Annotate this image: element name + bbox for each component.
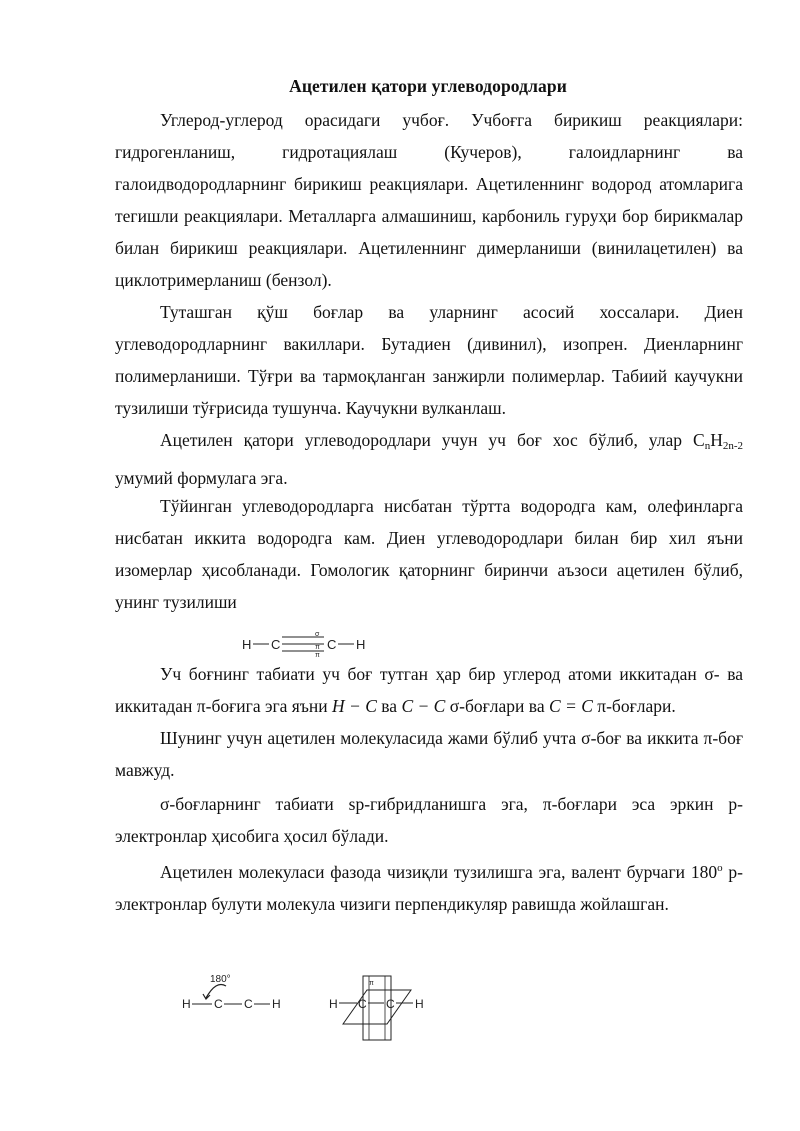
paragraph-4-text: Тўйинган углеводородларга нисбатан тўртта водородга кам, олефинларга нисбатан иккита водородга кам. Диен углеводородлари билан бир хил яъни изомерлар ҳисобланади. Гомологик қаторнинг биринчи аъзоси ацетилен бўлиб, унинг тузилиши bbox=[115, 496, 743, 612]
fig-left-c1: C bbox=[214, 997, 223, 1011]
fig-right-h1: H bbox=[329, 997, 338, 1011]
fig-left-h1: H bbox=[182, 997, 191, 1011]
formula-h-right: H bbox=[356, 637, 366, 652]
paragraph-5 bbox=[115, 658, 743, 722]
paragraph-3 bbox=[115, 424, 743, 494]
page-title: Ацетилен қатори углеводородлари bbox=[289, 76, 567, 96]
paragraph-8-b: p-электронлар булути молекула чизиги перпендикуляр равишда жойлашган. bbox=[115, 862, 744, 914]
degree-superscript: o bbox=[717, 862, 723, 874]
formula-subscript-2n-2: 2n-2 bbox=[722, 440, 743, 452]
paragraph-6 bbox=[115, 722, 743, 786]
formula-c-left: C bbox=[271, 637, 281, 652]
paragraph-5-a: Уч боғнинг табиати уч боғ тутган ҳар бир углерод атоми иккитадан σ- ва иккитадан π-боғига эга яъни bbox=[115, 664, 743, 716]
acetylene-p-orbital-figure bbox=[325, 968, 435, 1043]
formula-subscript-n: n bbox=[704, 440, 711, 452]
paragraph-7-text: σ-боғларнинг табиати sp-гибридланишга эга, π-боғлари эса эркин p-электронлар ҳисобига ҳосил бўлади. bbox=[115, 794, 743, 846]
acetylene-linear-angle-figure bbox=[176, 968, 296, 1018]
formula-c-c: C − C bbox=[401, 696, 446, 716]
paragraph-2-text: Туташган қўш боғлар ва уларнинг асосий хоссалари. Диен углеводородларнинг вакиллари. Бутадиен (дивинил), изопрен. Диенларнинг полимерланиши. Тўғри ва тармоқланган занжирли полимерлар. Табиий каучукни тузилиши тўғрисида тушунча. Каучукни вулканлаш. bbox=[115, 302, 743, 418]
orbital-plane-horizontal bbox=[343, 990, 411, 1024]
paragraph-1-text: Углерод-углерод орасидаги учбоғ. Учбоғга бирикиш реакциялари: гидрогенланиш, гидротациялаш (Кучеров), галоидларнинг ва галоидводородларнинг бирикиш реакциялари. Ацетиленнинг водород атомларига тегишли реакциялари. Металларга алмашиниш, карбониль гуруҳи бор бирикмалар билан бирикиш реакциялари. Ацетиленнинг димерланиши (винилацетилен) ва циклотримерланиш (бензол). bbox=[115, 110, 743, 290]
fig-right-c1: C bbox=[358, 997, 367, 1011]
sigma-label: σ bbox=[315, 631, 320, 638]
formula-c-eq-c: C = C bbox=[548, 696, 593, 716]
fig-right-c2: C bbox=[386, 997, 395, 1011]
paragraph-2 bbox=[115, 296, 743, 424]
acetylene-triple-bond-formula bbox=[238, 628, 378, 658]
paragraph-3-before: Ацетилен қатори углеводородлари учун уч боғ хос бўлиб, улар C bbox=[160, 430, 705, 450]
pi-label-1: π bbox=[315, 644, 320, 651]
paragraph-5-d: π-боғлари. bbox=[592, 696, 676, 716]
paragraph-8 bbox=[115, 852, 743, 920]
paragraph-7 bbox=[115, 788, 743, 852]
formula-h-left: H bbox=[242, 637, 252, 652]
paragraph-5-b: ва bbox=[376, 696, 402, 716]
fig-right-h2: H bbox=[415, 997, 424, 1011]
paragraph-6-text: Шунинг учун ацетилен молекуласида жами бўлиб учта σ-боғ ва иккита π-боғ мавжуд. bbox=[115, 728, 743, 780]
formula-c-right: C bbox=[327, 637, 337, 652]
paragraph-3-after: умумий формулага эга. bbox=[115, 468, 288, 488]
paragraph-5-c: σ-боғлари ва bbox=[445, 696, 549, 716]
pi-label-2: π bbox=[315, 652, 320, 658]
paragraph-4 bbox=[115, 490, 743, 618]
paragraph-1 bbox=[115, 104, 743, 296]
angle-label: 180° bbox=[210, 974, 231, 985]
fig-right-pi-label: π bbox=[369, 980, 374, 987]
formula-h: H bbox=[710, 430, 723, 450]
fig-left-h2: H bbox=[272, 997, 281, 1011]
formula-h-c: H − C bbox=[332, 696, 377, 716]
fig-left-c2: C bbox=[244, 997, 253, 1011]
paragraph-8-a: Ацетилен молекуласи фазода чизиқли тузилишга эга, валент бурчаги 180 bbox=[160, 862, 718, 882]
